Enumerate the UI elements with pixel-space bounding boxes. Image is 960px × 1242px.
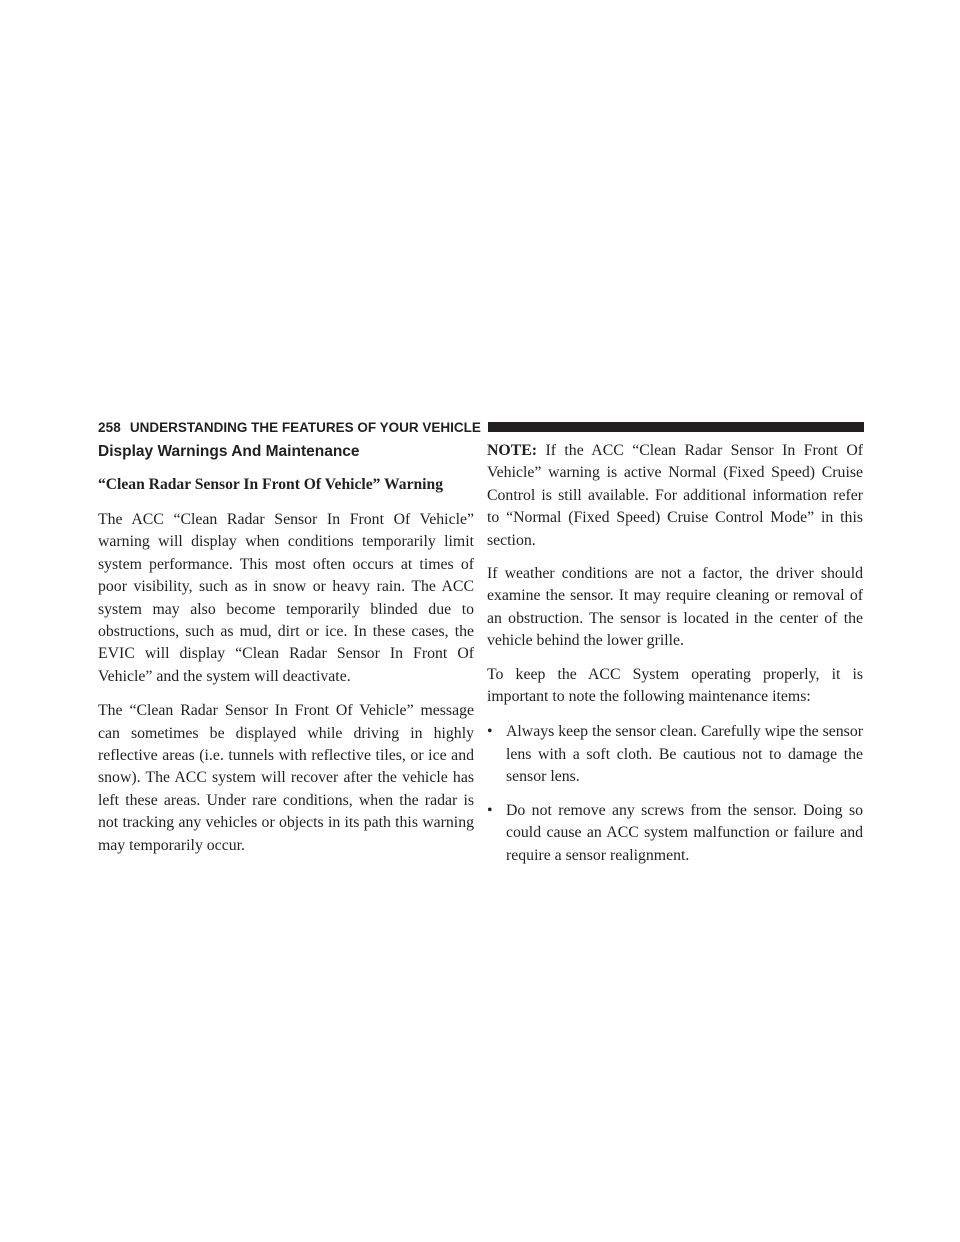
note-text: If the ACC “Clean Radar Sensor In Front Of Vehicle” warning is active Normal (Fixed Speed) Cruise Control is still available. For additional information refer to “Normal (Fixed Speed) Cruise Control Mode” in this section.: [487, 442, 863, 549]
section-title: UNDERSTANDING THE FEATURES OF YOUR VEHICLE: [129, 419, 481, 435]
list-item-text: Do not remove any screws from the sensor. Doing so could cause an ACC system malfunction or failure and require a sensor realignment.: [506, 801, 863, 864]
running-header: [98, 417, 864, 437]
examine-sensor-paragraph: If weather conditions are not a factor, the driver should examine the sensor. It may require cleaning or removal of an obstruction. The sensor is located in the center of the vehicle behind the lower grille.: [487, 565, 863, 650]
list-item: [487, 721, 863, 788]
page-number: 258: [98, 419, 121, 435]
warning-subheading: “Clean Radar Sensor In Front Of Vehicle” Warning: [98, 476, 443, 493]
reflective-areas-paragraph: The “Clean Radar Sensor In Front Of Vehicle” message can sometimes be displayed while driving in highly reflective areas (i.e. tunnels with reflective tiles, or ice and snow). The ACC system will recover after the vehicle has left these areas. Under rare conditions, when the radar is not tracking any vehicles or objects in its path this warning may temporarily occur.: [98, 702, 474, 854]
warning-description-paragraph: The ACC “Clean Radar Sensor In Front Of Vehicle” warning will display when conditions temporarily limit system performance. This most often occurs at times of poor visibility, such as in snow or heavy rain. The ACC system may also become temporarily blinded due to obstructions, such as mud, dirt or ice. In these cases, the EVIC will display “Clean Radar Sensor In Front Of Vehicle” and the system will deactivate.: [98, 511, 474, 685]
left-column: [98, 440, 474, 857]
section-heading: Display Warnings And Maintenance: [98, 443, 360, 460]
note-paragraph: [487, 440, 863, 552]
maintenance-list: [487, 721, 863, 866]
header-rule: [488, 422, 864, 432]
maintenance-intro-paragraph: To keep the ACC System operating properly, it is important to note the following maintenance items:: [487, 665, 863, 706]
right-column: [487, 440, 863, 878]
list-item-text: Always keep the sensor clean. Carefully wipe the sensor lens with a soft cloth. Be cautious not to damage the sensor lens.: [506, 723, 863, 786]
note-label: NOTE:: [487, 442, 538, 459]
bullet-icon: •: [487, 723, 493, 741]
list-item: [487, 800, 863, 867]
bullet-icon: •: [487, 801, 493, 819]
